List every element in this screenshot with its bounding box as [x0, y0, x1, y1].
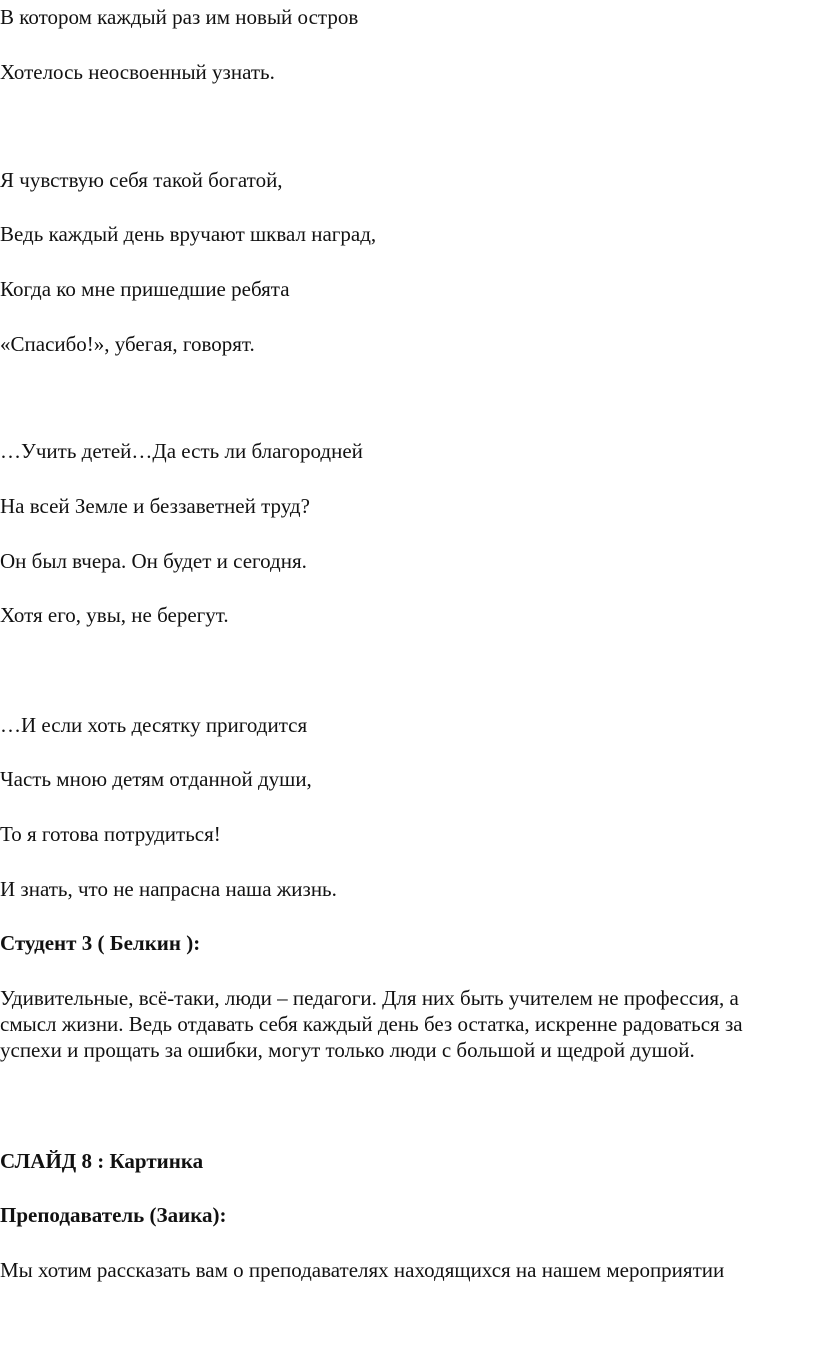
poem-line: Часть мною детям отданной души,	[0, 767, 312, 791]
poem-line: И знать, что не напрасна наша жизнь.	[0, 877, 337, 901]
poem-line: …И если хоть десятку пригодится	[0, 713, 308, 737]
poem-line: …Учить детей…Да есть ли благородней	[0, 439, 363, 463]
poem-line: Он был вчера. Он будет и сегодня.	[0, 549, 307, 573]
poem-line: Хотя его, увы, не берегут.	[0, 603, 229, 627]
poem-line: Я чувствую себя такой богатой,	[0, 168, 283, 192]
poem-line: Хотелось неосвоенный узнать.	[0, 60, 275, 84]
student3-paragraph: Удивительные, всё-таки, люди – педагоги. Для них быть учителем не профессия, а смысл жизни. Ведь отдавать себя каждый день без остатка, искренне радоваться за успехи и прощать за ошибки, могут только люди с большой и щедрой душой.	[0, 986, 743, 1062]
teacher-paragraph: Мы хотим рассказать вам о преподавателях находящихся на нашем мероприятии	[0, 1258, 725, 1282]
poem-line: Когда ко мне пришедшие ребята	[0, 277, 290, 301]
speaker-heading-teacher: Преподаватель (Заика):	[0, 1203, 227, 1227]
poem-line: То я готова потрудиться!	[0, 822, 221, 846]
speaker-heading-student3: Студент 3 ( Белкин ):	[0, 931, 201, 955]
poem-line: В котором каждый раз им новый остров	[0, 5, 359, 29]
poem-line: «Спасибо!», убегая, говорят.	[0, 332, 255, 356]
slide-heading: СЛАЙД 8 : Картинка	[0, 1149, 204, 1173]
poem-line: Ведь каждый день вручают шквал наград,	[0, 222, 377, 246]
poem-line: На всей Земле и беззаветней труд?	[0, 494, 310, 518]
